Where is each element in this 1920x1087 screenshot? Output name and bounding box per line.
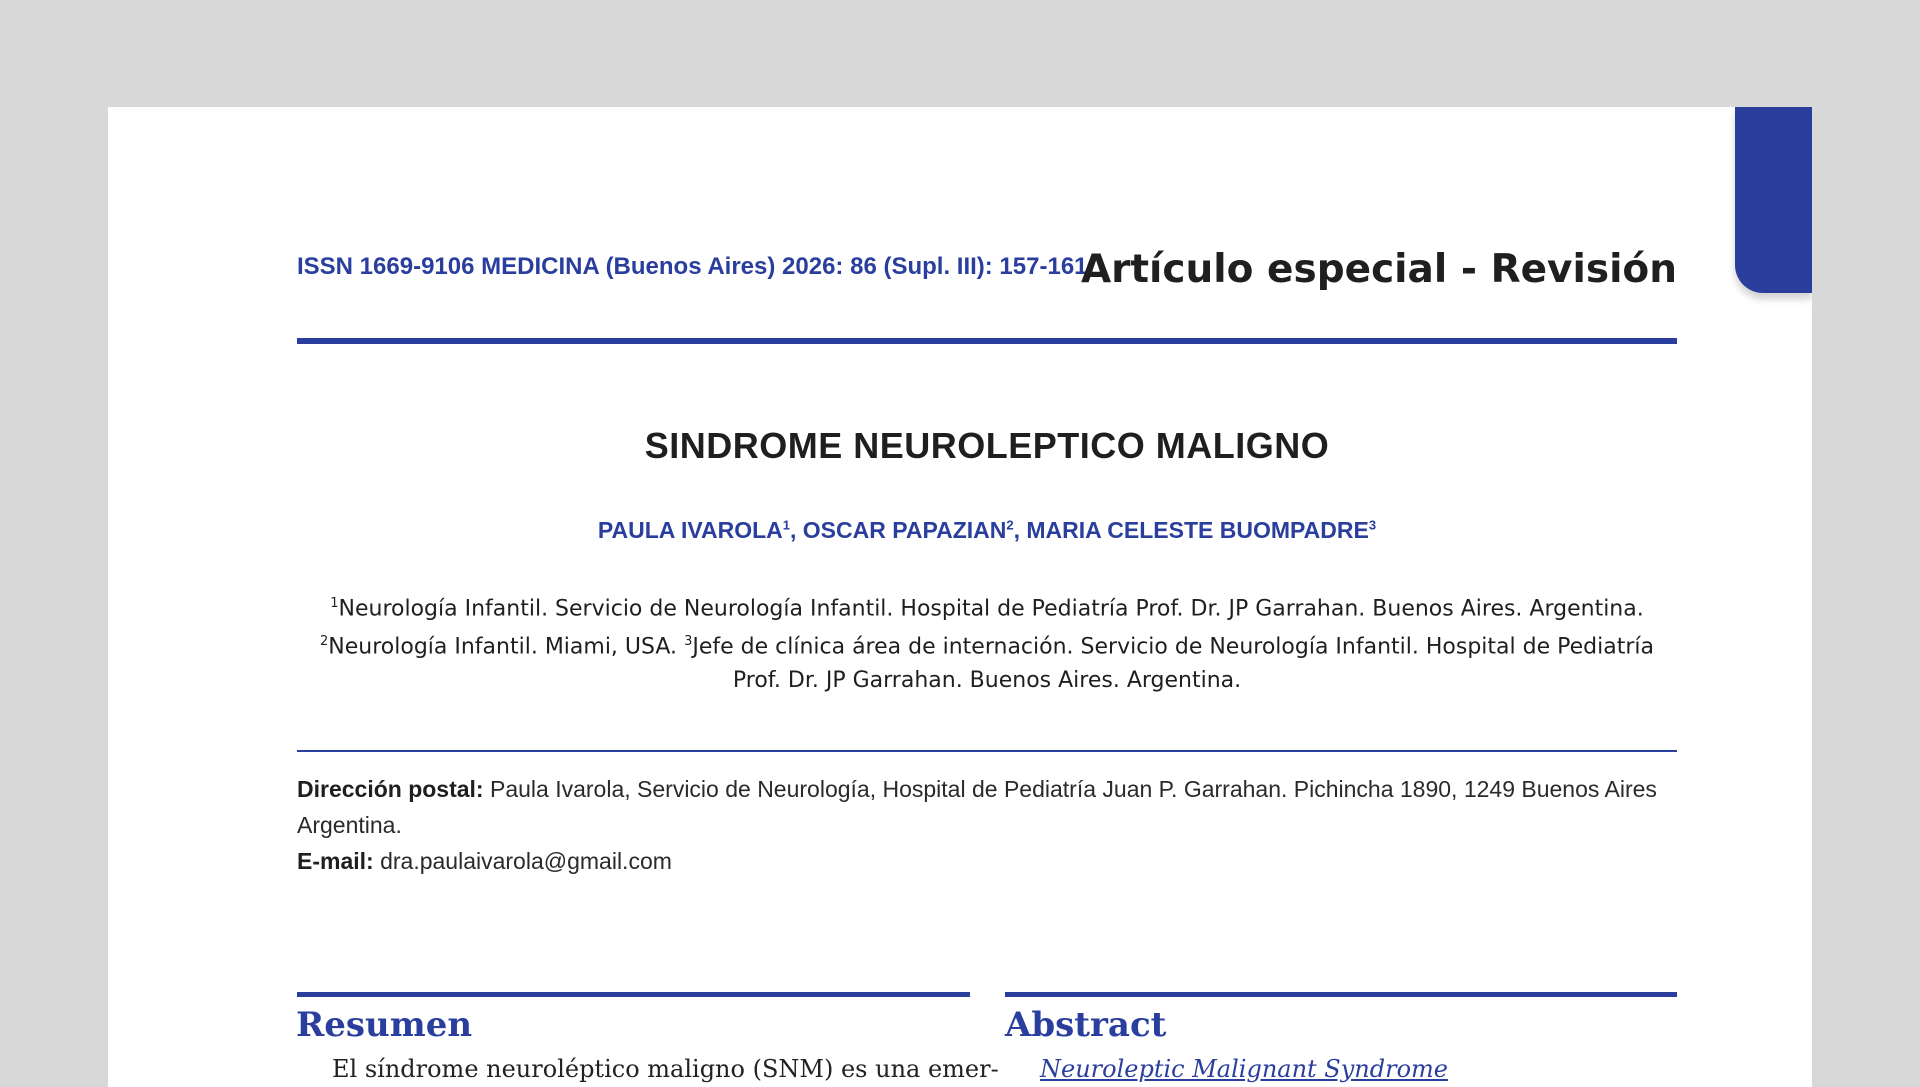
affiliations <box>297 587 1677 697</box>
author-superscript: 3 <box>1368 517 1377 533</box>
affiliation-3: Jefe de clínica área de internación. Servicio de Neurología Infantil. Hospital de Pediatría Prof. Dr. JP Garrahan. Buenos Aires. Argentina. <box>692 634 1654 693</box>
email-line <box>297 843 1677 879</box>
abstract-heading: Abstract <box>1005 1005 1167 1045</box>
resumen-text: El síndrome neuroléptico maligno (SNM) es una emer- <box>332 1055 999 1083</box>
journal-reference: ISSN 1669-9106 MEDICINA (Buenos Aires) 2026: 86 (Supl. III): 157-161 <box>297 253 1088 280</box>
postal-value: Paula Ivarola, Servicio de Neurología, Hospital de Pediatría Juan P. Garrahan. Pichincha 1890, 1249 Buenos Aires Argentina. <box>297 776 1657 838</box>
author-name: MARIA CELESTE BUOMPADRE <box>1026 517 1369 543</box>
abstract-subtitle[interactable]: Neuroleptic Malignant Syndrome <box>1040 1055 1449 1083</box>
email-label: E-mail: <box>297 848 374 874</box>
affiliation-superscript: 3 <box>684 634 693 650</box>
article-title: SINDROME NEUROLEPTICO MALIGNO <box>644 425 1330 466</box>
affiliation-1: Neurología Infantil. Servicio de Neurología Infantil. Hospital de Pediatría Prof. Dr. JP Garrahan. Buenos Aires. Argentina. <box>338 596 1644 622</box>
document-page <box>108 107 1812 1087</box>
postal-address <box>297 771 1677 843</box>
abstract-divider <box>1005 992 1677 997</box>
author-list: PAULA IVAROLA$^1$, OSCAR PAPAZIAN$^2$, MARIA CELESTE BUOMPADRE$^3$ <box>597 517 1377 543</box>
header-divider <box>297 338 1677 344</box>
article-type: Artículo especial - Revisión <box>1080 247 1677 292</box>
resumen-divider <box>297 992 970 997</box>
contact-block <box>297 771 1677 879</box>
author-name: PAULA IVAROLA <box>597 517 783 543</box>
author-name: OSCAR PAPAZIAN <box>802 517 1007 543</box>
affiliation-superscript: 2 <box>320 634 329 650</box>
page-corner-tab <box>1735 107 1812 293</box>
postal-label: Dirección postal: <box>297 776 484 802</box>
affiliation-2: Neurología Infantil. Miami, USA. <box>328 634 678 660</box>
author-superscript: 2 <box>1006 517 1014 533</box>
email-value[interactable]: dra.paulaivarola@gmail.com <box>380 848 672 874</box>
author-superscript: 1 <box>782 517 790 533</box>
contact-divider <box>297 750 1677 752</box>
affiliation-superscript: 1 <box>330 596 339 611</box>
resumen-heading: Resumen <box>296 1005 473 1045</box>
